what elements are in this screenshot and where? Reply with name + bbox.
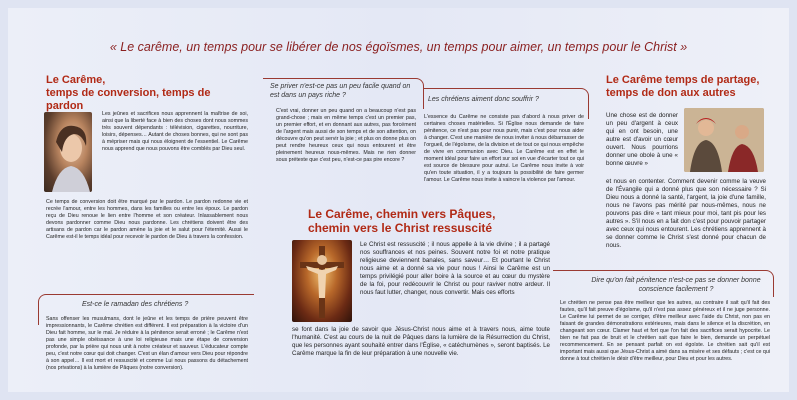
- center-title-line1: Le Carême, chemin vers Pâques,: [308, 207, 496, 221]
- col1-title-line1: Le Carême,: [46, 74, 106, 86]
- col4-title-line2: temps de don aux autres: [606, 87, 736, 99]
- col4-body-side: Une chose est de donner un peu d'argent à ceux qui en ont besoin, une autre est d'avoir un cœur ouvert. Nous pourrions donner une obole à une « bonne œuvre »: [606, 112, 678, 167]
- col2-answer2: L'essence du Carême ne consiste pas d'abord à nous priver de certaines choses matérielles. Si l'Église nous demande de faire pénitence, ce n'est pas pour nous punir, mais c'est pour nous aider à changer. C'est une manière de nous inviter à nous débarrasser de l'orgueil, de l'égoïsme, de la division et de tout ce qui nous empêche de vivre en communion avec Dieu. Le Carême est en effet le moment idéal pour faire un effort sur soi en vue d'écarter tout ce qui est source de blessure pour autrui. Le Carême nous invite à voir qu'en toute situation, il y a toujours la possibilité de faire germer l'amour. Le Carême nous invite à vaincre la violence par l'amour.: [424, 114, 584, 183]
- col1-answer: Sans offenser les musulmans, dont le jeûne et les temps de prière peuvent être impressionnants, le Carême chrétien est différent. Il est préparation à la victoire d'un Dieu fait homme, sur le mal. Je réduire à la pénitence serait erroné ; le Carême n'est pas une simple obéissance à une loi religieuse mais une étape de conversion profonde, par la prière qui nous unit à notre créateur et sauveur. L'éducateur compte peu, c'est notre cœur qui doit changer. C'est un élan d'amour vers Dieu pour répondre à son appel… Il est mort et ressuscité et comme Lui nous passons du détachement (nos privations) à la lumière de Pâques (notre conversion).: [46, 316, 248, 371]
- col1-title: [46, 74, 246, 113]
- crucifix-photo: [292, 240, 352, 322]
- col2-question1: Se priver n'est-ce pas un peu facile quand on est dans un pays riche ?: [270, 83, 411, 99]
- col1-title-line2: temps de conversion, temps de pardon: [46, 87, 211, 112]
- center-title-line2: chemin vers le Christ ressuscité: [308, 221, 493, 235]
- col1-body-side: Les jeûnes et sacrifices nous apprennent la maîtrise de soi, ainsi que la liberté face à bien des choses dont nous sommes très souvent dépendants : télévision, cigarettes, nourriture, loisirs, dépenses… Autant de choses bonnes, qui ne sont pas à mépriser mais qui nous éloignent de l'essentiel. Le Carême nous apprend que nous pouvons être comblés par Dieu seul.: [102, 111, 248, 152]
- col4-title-line1: Le Carême temps de partage,: [606, 74, 760, 86]
- col1-question: Est-ce le ramadan des chrétiens ?: [82, 301, 189, 308]
- center-body-side: Le Christ est ressuscité ; il nous appelle à la vie divine ; il a partagé nos souffrances et nos peines. Souvent notre foi et notre pratique religieuse deviennent banales, sans saveur… Et pourtant le Christ nous aime et a donné sa vie pour nous ! Ainsi le Carême est un temps privilégié pour aller boire à la source et au cœur du mystère de la foi, pour redécouvrir le Christ ou pour raviver notre ardeur. Il nous faut lutter, changer, nous convertir. Mais ces efforts: [360, 241, 550, 296]
- col1-body-full: Ce temps de conversion doit être marqué par le pardon. Le pardon redonne vie et recrée l'amour, entre les hommes, dans les familles ou entre les époux. Le pardon reçu de Dieu renoue le lien entre l'homme et son créateur. Inlassablement nous devons pardonner comme Dieu nous pardonne. Les chrétiens doivent être des artisans de pardon car le pardon amène la joie et le salut pour l'éternité. Aussi le Carême est-il le temps idéal pour recevoir le pardon de Dieu à travers la confession.: [46, 199, 248, 240]
- center-body-full: se font dans la joie de savoir que Jésus-Christ nous aime et à travers nous, aime toute l'humanité. C'est au cours de la nuit de Pâques dans la lumière de la Résurrection du Christ, que les personnes ayant souhaité entrer dans l'Église, « catéchumènes », seront baptisés. Le Carême marque la fin de leur préparation à une nouvelle vie.: [292, 326, 550, 357]
- col4-answer: Le chrétien ne pense pas être meilleur que les autres, au contraire il sait qu'il fait des fautes, qu'il fait preuve d'égoïsme, qu'il n'est pas assez généreux et il ne juge personne. Le Carême lui permet de se corriger, d'être meilleur avec l'aide du Christ, non pas en faisant de grandes démonstrations extérieures, mais dans le silence et la discrétion, en changeant son cœur. Clamer haut et fort que l'on fait des sacrifices serait hypocrite. Le bien ne fait pas de bruit et le chrétien sait que faire le bien, demande un perpétuel recommencement. En se pensant parfait on est égoïste. Le chrétien sait qu'il est important mais aussi que Jésus-Christ a aimé dans sa misère et ses défauts ; c'est ce qui donne à tout chrétien le désir d'être meilleur, pour Dieu et pour les autres.: [560, 300, 770, 362]
- col4-title: [606, 74, 786, 100]
- page: [8, 8, 789, 392]
- col2-answer1: C'est vrai, donner un peu quand on a beaucoup n'est pas grand-chose ; mais en même temps c'est un premier pas, un premier effort, et en donnant aux autres, pas forcément de l'argent mais aussi de son temps et de son attention, on découvre qu'on peut servir la joie ; et plus on donne plus on peut rendre heureux ceux qui nous entourent et être pleinement heureux nous-mêmes. Mais ne rien donner sous prétexte que c'est peu, n'est-ce pas pire encore ?: [276, 108, 416, 163]
- col4-body-full: et nous en contenter. Comment devenir comme la veuve de l'Évangile qui a donné plus que son nécessaire ? Si Dieu nous a donné la santé, l'argent, la joie d'une famille, nous ne l'avons pas mérité par nous-mêmes, nous ne pouvons pas dire « tant mieux pour moi, tant pis pour les autres ». S'il nous en a fait don c'est pour pouvoir partager avec ceux qui nous entourent. Les chrétiens apprennent à se donner comme le Christ s'est donné pour chacun de nous.: [606, 178, 766, 249]
- center-title: [308, 207, 548, 235]
- col4-question: Dire qu'on fait pénitence n'est-ce pas se donner bonne conscience facilement ?: [591, 277, 761, 293]
- col2-question2: Les chrétiens aiment donc souffrir ?: [428, 96, 539, 103]
- banner-quote: « Le carême, un temps pour se libérer de nos égoïsmes, un temps pour aimer, un temps pour le Christ »: [109, 40, 688, 54]
- sharing-photo: [684, 108, 764, 172]
- woman-photo: [44, 112, 92, 192]
